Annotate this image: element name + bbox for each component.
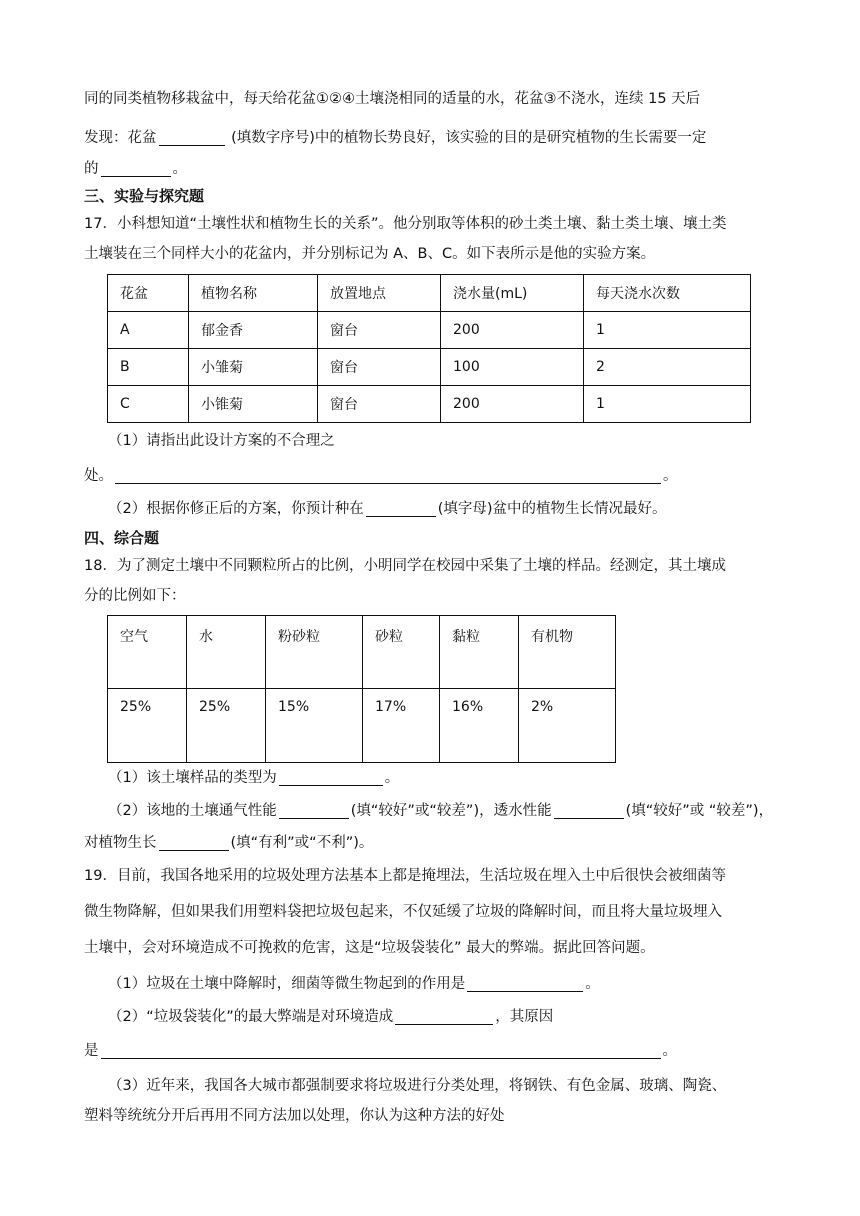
text: （1）该土壤样品的类型为 (108, 770, 277, 786)
q19-text-line1: 19．目前，我国各地采用的垃圾处理方法基本上都是掩埋法，生活垃圾在埋入土中后很快会被细菌等 (84, 868, 726, 884)
q19-sub2-answer-line (84, 1041, 790, 1061)
answer-blank[interactable] (395, 1008, 493, 1025)
text: 。 (663, 468, 678, 484)
q17-sub2 (108, 499, 790, 519)
q18-text-line2: 分的比例如下： (84, 588, 186, 604)
answer-blank[interactable] (279, 769, 383, 786)
table-header: 植物名称 (189, 275, 318, 312)
q17-text-line2: 土壤装在三个同样大小的花盆内，并分别标记为 A、B、C。如下表所示是他的实验方案。 (84, 246, 656, 262)
answer-blank[interactable] (101, 1042, 661, 1059)
q19-text-line3: 土壤中，会对环境造成不可挽救的危害，这是“垃圾袋装化” 最大的弊端。据此回答问题。 (84, 940, 655, 956)
table-header: 花盆 (108, 275, 189, 312)
text: ，其原因 (495, 1009, 554, 1025)
answer-blank[interactable] (366, 500, 436, 517)
table-row (108, 349, 751, 386)
table-cell: 16% (440, 689, 519, 763)
text: （2）根据你修正后的方案，你预计种在 (108, 501, 364, 517)
text: (填“有利”或“不利”)。 (230, 835, 374, 851)
table-cell: 1 (584, 386, 751, 423)
table-cell: A (108, 312, 189, 349)
table-cell: 15% (266, 689, 363, 763)
table-cell: 17% (363, 689, 440, 763)
table-cell: 小雏菊 (189, 349, 318, 386)
q18-sub2 (108, 801, 790, 821)
text: 同的同类植物移栽盆中，每天给花盆①②④土壤浇相同的适量的水，花盆③不浇水，连续 15 天后 (84, 91, 701, 107)
q16-text-line3 (84, 159, 790, 179)
table-cell: 窗台 (318, 349, 441, 386)
table-row (108, 689, 616, 763)
answer-blank[interactable] (159, 834, 229, 851)
table-header-row (108, 275, 751, 312)
section-title-comprehensive: 四、综合题 (84, 529, 160, 547)
text: 。 (172, 161, 187, 177)
table-header: 黏粒 (440, 616, 519, 689)
table-cell: 窗台 (318, 386, 441, 423)
text: 。 (384, 770, 400, 786)
table-cell: 2% (519, 689, 616, 763)
q17-sub1-prompt: （1）请指出此设计方案的不合理之 (108, 433, 335, 449)
text: （1）垃圾在土壤中降解时，细菌等微生物起到的作用是 (108, 976, 466, 992)
text: (填数字序号)中的植物长势良好，该实验的目的是研究植物的生长需要一定 (226, 130, 707, 146)
q17-plan-table (107, 274, 751, 423)
table-header: 空气 (108, 616, 187, 689)
table-header: 放置地点 (318, 275, 441, 312)
text: （2）该地的土壤通气性能 (108, 803, 277, 819)
table-cell: B (108, 349, 189, 386)
text: 的 (84, 161, 99, 177)
table-cell: 25% (187, 689, 266, 763)
q19-sub3-line2: 塑料等统统分开后再用不同方法加以处理，你认为这种方法的好处 (84, 1108, 505, 1124)
table-cell: 窗台 (318, 312, 441, 349)
table-cell: 25% (108, 689, 187, 763)
text: (填“较好”或“较差”)，透水性能 (350, 803, 552, 819)
q18-text-line1: 18．为了测定土壤中不同颗粒所占的比例，小明同学在校园中采集了土壤的样品。经测定，其土壤成 (84, 558, 726, 574)
text: （2）“垃圾袋装化”的最大弊端是对环境造成 (108, 1009, 394, 1025)
table-header: 水 (187, 616, 266, 689)
q18-sub1 (108, 768, 790, 788)
q18-soil-table (107, 615, 616, 763)
q18-sub2-cont (84, 833, 790, 853)
q19-sub1 (108, 974, 790, 994)
table-header: 浇水量(mL) (441, 275, 584, 312)
q19-sub2 (108, 1007, 790, 1027)
text: 。 (585, 976, 600, 992)
table-cell: 200 (441, 386, 584, 423)
q19-text-line2: 微生物降解，但如果我们用塑料袋把垃圾包起来，不仅延缓了垃圾的降解时间，而且将大量垃圾埋入 (84, 904, 722, 920)
answer-blank[interactable] (467, 975, 583, 992)
q17-sub1-answer-line (84, 466, 790, 486)
table-cell: 200 (441, 312, 584, 349)
text: (填“较好”或 “较差”)， (625, 803, 774, 819)
table-header: 每天浇水次数 (584, 275, 751, 312)
table-cell: 100 (441, 349, 584, 386)
table-row (108, 386, 751, 423)
table-cell: C (108, 386, 189, 423)
text: 。 (662, 1043, 677, 1059)
section-title-experiment: 三、实验与探究题 (84, 187, 205, 205)
q19-sub3-line1: （3）近年来，我国各大城市都强制要求将垃圾进行分类处理，将钢铁、有色金属、玻璃、陶瓷、 (108, 1078, 727, 1094)
q17-text-line1: 17．小科想知道“土壤性状和植物生长的关系”。他分别取等体积的砂土类土壤、黏土类土壤、壤土类 (84, 216, 727, 232)
table-cell: 2 (584, 349, 751, 386)
answer-blank[interactable] (554, 802, 624, 819)
table-header-row (108, 616, 616, 689)
table-header: 有机物 (519, 616, 616, 689)
text: 发现：花盆 (84, 130, 157, 146)
answer-blank[interactable] (115, 467, 661, 484)
table-cell: 1 (584, 312, 751, 349)
q16-text-line1 (84, 89, 790, 109)
text: 是 (84, 1043, 99, 1059)
text: 对植物生长 (84, 835, 157, 851)
text: 处。 (84, 468, 113, 484)
text: (填字母)盆中的植物生长情况最好。 (437, 501, 667, 517)
answer-blank[interactable] (279, 802, 349, 819)
answer-blank[interactable] (159, 129, 225, 146)
table-row (108, 312, 751, 349)
table-cell: 小锥菊 (189, 386, 318, 423)
answer-blank[interactable] (101, 160, 171, 177)
table-cell: 郁金香 (189, 312, 318, 349)
table-header: 砂粒 (363, 616, 440, 689)
table-header: 粉砂粒 (266, 616, 363, 689)
q16-text-line2 (84, 128, 790, 148)
